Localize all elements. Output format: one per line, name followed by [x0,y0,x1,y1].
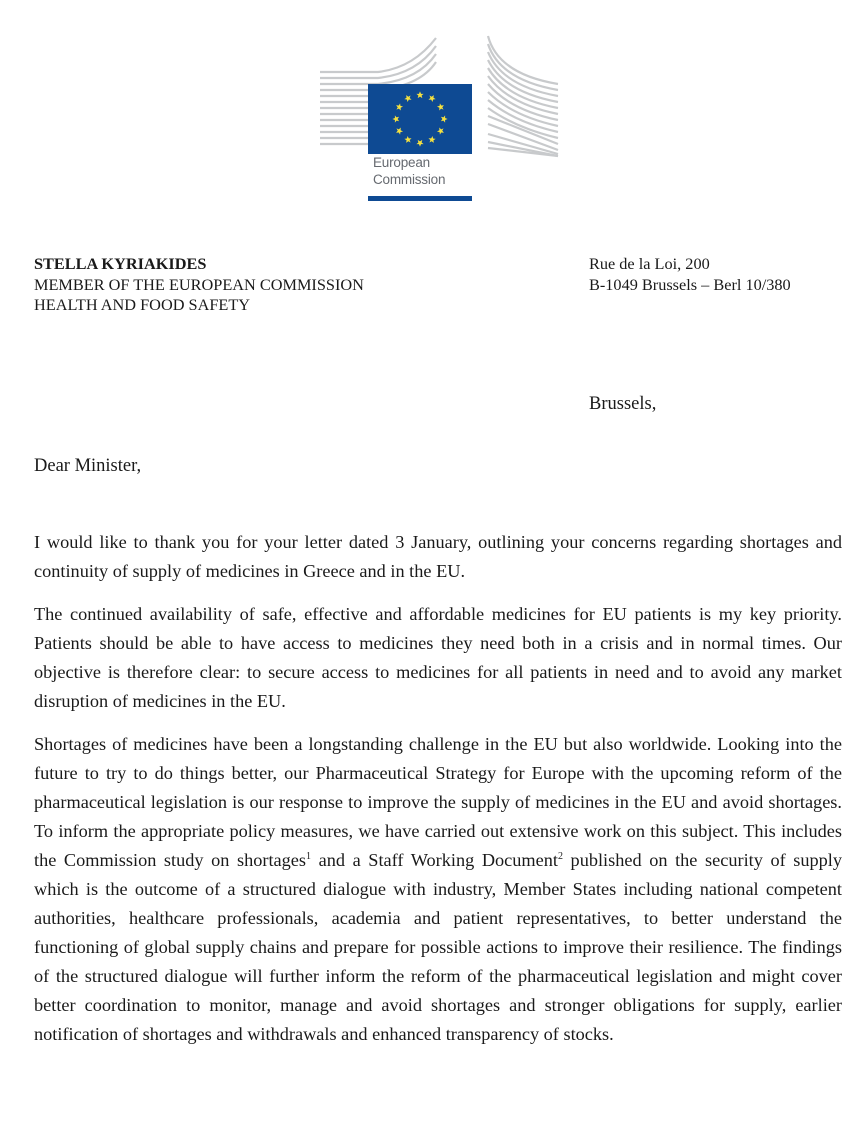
logo-line-european: European [373,155,430,170]
sender-portfolio: HEALTH AND FOOD SAFETY [34,295,251,314]
salutation: Dear Minister, [34,456,142,476]
footnote-ref-2[interactable]: 2 [557,851,563,862]
european-commission-logo [318,34,560,202]
logo-wordmark [373,154,445,188]
address-city: B-1049 Brussels – Berl 10/380 [589,274,791,294]
logo-underline-bar [368,196,472,201]
address-block [589,254,791,295]
sender-title: MEMBER OF THE EUROPEAN COMMISSION [34,274,364,294]
paragraph-thanks: I would like to thank you for your letter dated 3 January, outlining your concerns regarding shortages and continuity of supply of medicines in Greece and in the EU. [34,532,842,581]
sender-block [34,254,364,316]
address-street: Rue de la Loi, 200 [589,254,710,273]
footnote-ref-1[interactable]: 1 [306,851,312,862]
paragraph-shortages-part3: published on the security of supply which is the outcome of a structured dialogue with industry, Member States including national competent authorities, healthcare professionals, academia and patient representatives, to better understand the functioning of global supply chains and prepare for possible actions to improve their resilience. The findings of the structured dialogue will further inform the reform of the pharmaceutical legislation and might cover better coordination to monitor, manage and avoid shortages and stronger obligations for supply, earlier notification of shortages and withdrawals and enhanced transparency of stocks. [34,850,843,1044]
sender-name: STELLA KYRIAKIDES [34,254,207,273]
paragraph-shortages [34,730,842,1049]
paragraph-shortages-part1: Shortages of medicines have been a longstanding challenge in the EU but also worldwide. Looking into the future to try to do things better, our Pharmaceutical Strategy for Europe with the upcoming reform of the pharmaceutical legislation is our response to improve the supply of medicines in the EU and avoid shortages. To inform the appropriate policy measures, we have carried out extensive work on this subject. This includes the Commission study on shortages [34,734,842,870]
logo-line-commission: Commission [373,172,446,187]
place-date: Brussels, [589,394,657,414]
letter-body [34,528,842,1063]
paragraph-shortages-part2: and a Staff Working Document [311,850,558,870]
paragraph-priority: The continued availability of safe, effective and affordable medicines for EU patients is my key priority. Patients should be able to have access to medicines they need both in a crisis and in normal times. Our objective is therefore clear: to secure access to medicines for all patients in need and to avoid any market disruption of medicines in the EU. [34,604,842,711]
